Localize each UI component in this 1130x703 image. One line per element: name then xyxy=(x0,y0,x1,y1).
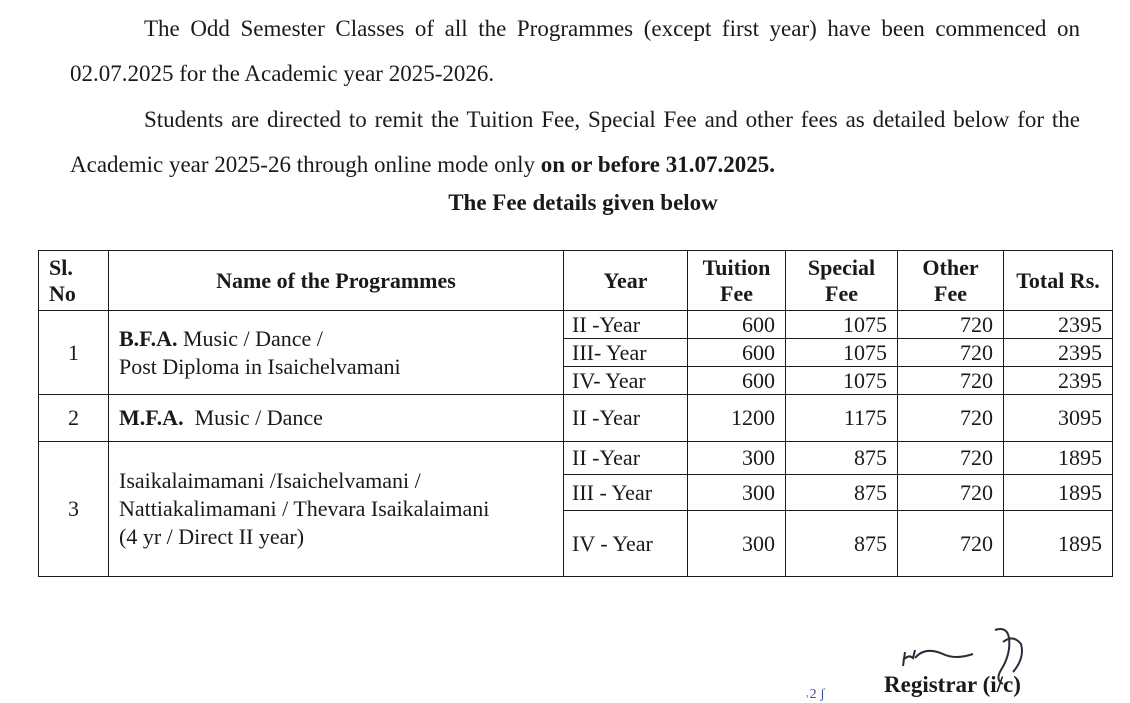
paragraph-fee-instruction-text: Students are directed to remit the Tuition Fee, Special Fee and other fees as detailed below for the Academic year 2025-26 through online mode only xyxy=(70,107,1080,177)
special-fee-cell: 875 xyxy=(786,475,898,511)
sl-no-cell: 1 xyxy=(39,311,109,395)
tuition-fee-cell: 1200 xyxy=(688,395,786,442)
other-fee-cell: 720 xyxy=(898,442,1004,475)
special-fee-cell: 1075 xyxy=(786,311,898,339)
special-fee-cell: 875 xyxy=(786,442,898,475)
other-fee-cell: 720 xyxy=(898,367,1004,395)
year-cell: IV- Year xyxy=(564,367,688,395)
col-header-programme: Name of the Programmes xyxy=(109,251,564,311)
programme-name: Music / Dance / xyxy=(177,325,323,351)
special-fee-cell: 1075 xyxy=(786,367,898,395)
year-cell: IV - Year xyxy=(564,511,688,577)
total-cell: 2395 xyxy=(1004,339,1113,367)
special-fee-cell: 1175 xyxy=(786,395,898,442)
stamp-fragment: ˒2 ʃ xyxy=(805,687,825,702)
programme-cell xyxy=(109,311,564,395)
fee-table-heading: The Fee details given below xyxy=(448,190,718,215)
tuition-fee-cell: 600 xyxy=(688,367,786,395)
other-fee-cell: 720 xyxy=(898,395,1004,442)
total-cell: 1895 xyxy=(1004,442,1113,475)
table-header-row xyxy=(39,251,1113,311)
year-cell: II -Year xyxy=(564,395,688,442)
programme-name-line1: Isaikalaimamani /Isaichelvamani / xyxy=(119,468,421,493)
table-row xyxy=(39,442,1113,475)
col-header-special-fee: Special Fee xyxy=(786,251,898,311)
other-fee-cell: 720 xyxy=(898,475,1004,511)
other-fee-cell: 720 xyxy=(898,311,1004,339)
sl-no-cell: 3 xyxy=(39,442,109,577)
year-cell: III- Year xyxy=(564,339,688,367)
programme-name-line3: (4 yr / Direct II year) xyxy=(119,524,305,549)
table-row xyxy=(39,311,1113,339)
deadline-text: on or before 31.07.2025. xyxy=(540,152,775,177)
tuition-fee-cell: 300 xyxy=(688,475,786,511)
tuition-fee-cell: 300 xyxy=(688,511,786,577)
col-header-tuition-fee: Tuition Fee xyxy=(688,251,786,311)
paragraph-commencement xyxy=(70,6,1080,96)
total-cell: 3095 xyxy=(1004,395,1113,442)
paragraph-commencement-text: The Odd Semester Classes of all the Programmes (except first year) have been commenced on 02.07.2025 for the Academic year 2025-2026. xyxy=(70,16,1080,86)
tuition-fee-cell: 600 xyxy=(688,311,786,339)
special-fee-cell: 875 xyxy=(786,511,898,577)
programme-name: Music / Dance xyxy=(183,405,323,430)
year-cell: III - Year xyxy=(564,475,688,511)
programme-cell xyxy=(109,395,564,442)
year-cell: II -Year xyxy=(564,311,688,339)
sl-no-cell: 2 xyxy=(39,395,109,442)
other-fee-cell: 720 xyxy=(898,339,1004,367)
col-header-total: Total Rs. xyxy=(1004,251,1113,311)
year-cell: II -Year xyxy=(564,442,688,475)
col-header-other-fee: Other Fee xyxy=(898,251,1004,311)
col-header-year: Year xyxy=(564,251,688,311)
programme-degree: M.F.A. xyxy=(119,405,184,430)
programme-name-line2: Nattiakalimamani / Thevara Isaikalaimani xyxy=(119,496,490,521)
tuition-fee-cell: 300 xyxy=(688,442,786,475)
col-header-sl-no: Sl. No xyxy=(39,251,109,311)
registrar-title: Registrar (i/c) xyxy=(884,672,1021,697)
paragraph-fee-instruction xyxy=(70,97,1080,187)
total-cell: 1895 xyxy=(1004,475,1113,511)
total-cell: 2395 xyxy=(1004,311,1113,339)
programme-name-line2: Post Diploma in Isaichelvamani xyxy=(119,353,401,379)
table-row xyxy=(39,395,1113,442)
programme-degree: B.F.A. xyxy=(119,325,178,351)
fee-table xyxy=(38,250,1113,577)
other-fee-cell: 720 xyxy=(898,511,1004,577)
total-cell: 2395 xyxy=(1004,367,1113,395)
special-fee-cell: 1075 xyxy=(786,339,898,367)
tuition-fee-cell: 600 xyxy=(688,339,786,367)
programme-cell xyxy=(109,442,564,577)
total-cell: 1895 xyxy=(1004,511,1113,577)
